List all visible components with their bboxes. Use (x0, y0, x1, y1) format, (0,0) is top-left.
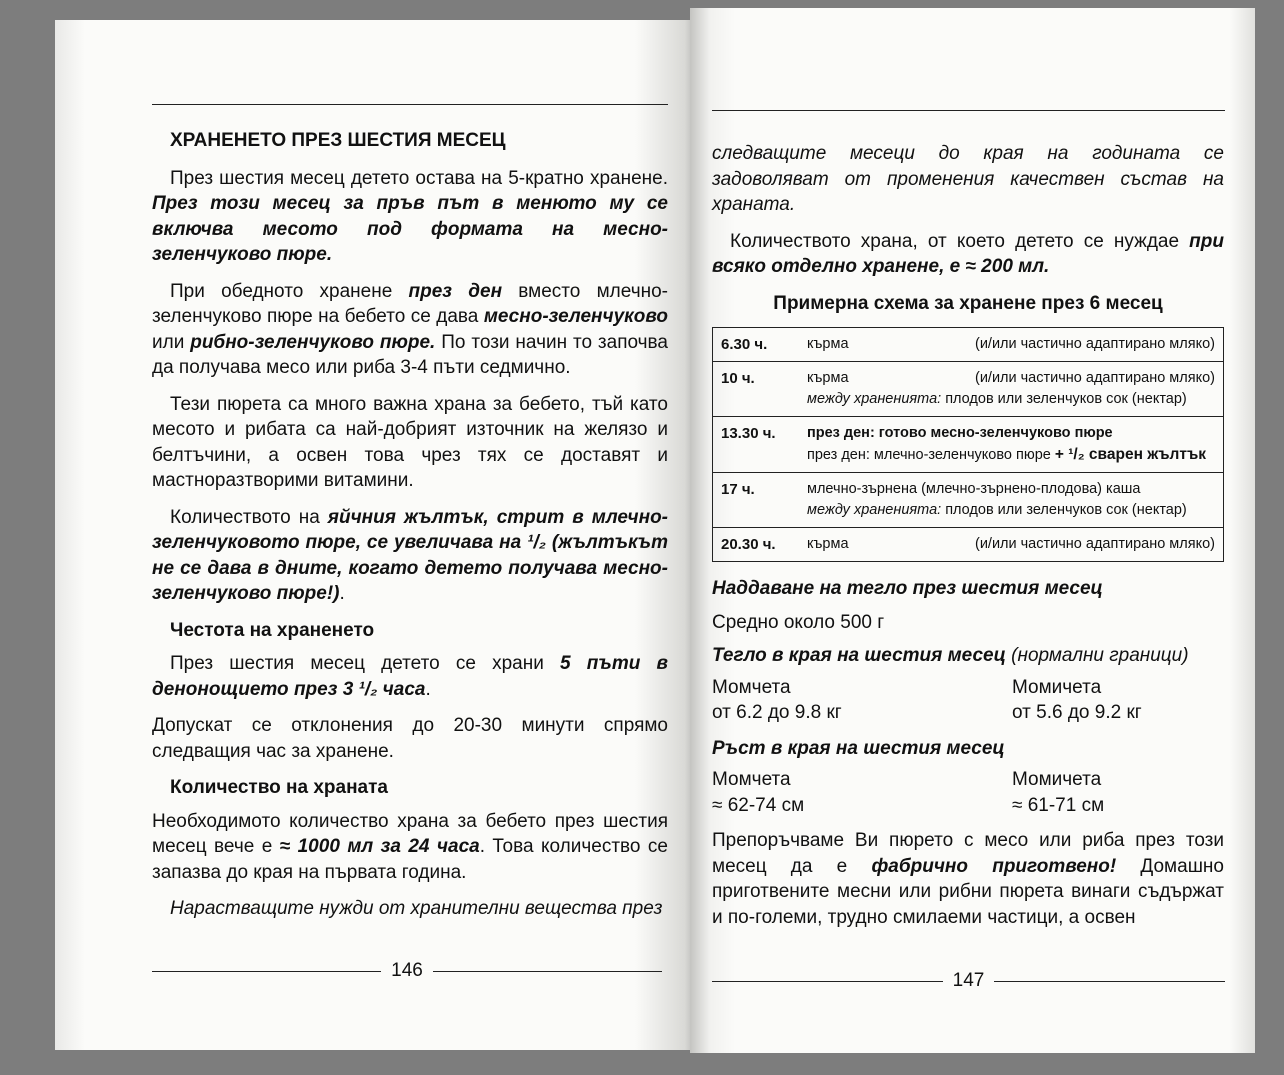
girls-height: ≈ 61-71 см (1012, 794, 1105, 816)
text-run: яйчния жълтък, стрит в млечно-зеленчуковото пюре, се увеличава на ¹/₂ (жълтъкът не се дава в дните, когато детето получава месно-зеленчуково пюре!) (152, 506, 669, 604)
schedule-text: плодов или зеленчуков сок (нектар) (941, 391, 1187, 407)
text-run: Допускат се отклонения до 20-30 минути спрямо следващия час за хранене. (152, 715, 668, 762)
paragraph (152, 809, 668, 886)
schedule-text: между храненията: (807, 391, 942, 407)
schedule-description (799, 328, 1224, 362)
text-run: рибно-зеленчуково пюре. (190, 331, 436, 353)
schedule-row (713, 528, 1224, 562)
schedule-text: през ден: готово месно-зеленчуково пюре (807, 425, 1113, 441)
schedule-text: през ден: млечно-зеленчуково пюре (807, 447, 1055, 463)
right-page-text (712, 141, 1224, 941)
section-title: ХРАНЕНЕТО ПРЕЗ ШЕСТИЯ МЕСЕЦ (170, 130, 506, 151)
page-footer-left (152, 960, 662, 982)
schedule-text: кърма (807, 370, 849, 386)
schedule-description (799, 473, 1224, 528)
schedule-text: (и/или частично адаптирано мляко) (974, 370, 1215, 386)
text-run: . (425, 678, 431, 700)
page-number: 146 (391, 960, 423, 981)
girls-label: Момичета (1012, 676, 1102, 698)
page-number: 147 (952, 970, 985, 991)
height-heading: Ръст в края на шестия месец (712, 737, 1005, 759)
header-rule-left (152, 104, 668, 105)
text-run: вместо млечно-зеленчуково пюре на бебето се дава (152, 280, 668, 327)
subheading (152, 618, 668, 644)
text-run: Тези пюрета са много важна храна за бебето, тъй като месото и рибата са най-добрият източник на желязо и белтъчини, а освен това чрез тях се доставят и мастноразтворими витамини. (152, 393, 668, 491)
right-outro (712, 828, 1224, 930)
paragraph (152, 279, 668, 381)
boys-height: ≈ 62-74 см (712, 794, 805, 816)
weight-gain-value: Средно около 500 г (712, 611, 885, 633)
left-page-text (152, 128, 668, 933)
paragraph (152, 166, 668, 268)
feeding-schedule-table (712, 327, 1224, 562)
boys-label: Момчета (712, 769, 791, 790)
page-footer-right (712, 970, 1225, 992)
right-intro (712, 141, 1224, 280)
paragraph (152, 713, 668, 764)
schedule-text: (и/или частично адаптирано мляко) (974, 336, 1215, 352)
text-run: През шестия месец детето остава на 5-кратно хранене. (170, 167, 668, 189)
schedule-description (799, 528, 1224, 562)
text-run: Количеството на (170, 506, 328, 528)
schedule-text: между храненията: (807, 502, 942, 518)
table-title: Примерна схема за хранене през 6 месец (773, 292, 1163, 314)
schedule-line (807, 389, 1215, 410)
weight-gain-heading: Наддаване на тегло през шестия месец (712, 578, 1103, 599)
paragraph (152, 392, 668, 494)
text-run: Нарастващите нужди от хранителни вещества през (170, 898, 663, 919)
text-run: или (152, 331, 191, 353)
text-run: следващите месеци до края на годината се задоволяват от променения качествен състав на храната. (712, 143, 1224, 215)
weight-ranges (712, 675, 1224, 726)
text-run: . Това количество се запазва до края на първата година. (152, 836, 668, 883)
height-ranges (712, 767, 1224, 818)
girls-label: Момичета (1012, 769, 1102, 790)
text-run: При обедното хранене (170, 280, 409, 302)
paragraph (152, 896, 668, 922)
schedule-line (807, 368, 1215, 389)
schedule-text: (и/или частично адаптирано мляко) (974, 536, 1215, 552)
text-run: ≈ 1000 мл за 24 часа (279, 836, 480, 857)
subheading (152, 775, 668, 801)
text-run: фабрично приготвено! (871, 855, 1117, 877)
paragraph (712, 141, 1224, 218)
text-run: при всяко отделно хранене, е ≈ 200 мл. (712, 230, 1224, 277)
text-run: . (339, 583, 345, 604)
schedule-line (807, 534, 1215, 555)
schedule-text: плодов или зеленчуков сок (нектар) (941, 502, 1187, 518)
schedule-row (713, 362, 1224, 417)
boys-label: Момчета (712, 676, 791, 698)
schedule-line (807, 444, 1215, 466)
text-run: 5 пъти в денонощието през 3 ¹/₂ часа (152, 653, 668, 700)
text-run: По този начин то започва да получава месо или риба 3-4 пъти седмично. (152, 331, 668, 378)
weight-heading: Тегло в края на шестия месец (нормални граници) (712, 645, 1189, 666)
schedule-line (807, 423, 1215, 444)
text-run: През шестия месец детето се храни (170, 653, 561, 674)
schedule-time: 20.30 ч. (713, 528, 800, 562)
text-run: Честота на храненето (170, 619, 375, 641)
paragraph (712, 828, 1224, 930)
schedule-time: 17 ч. (713, 473, 800, 528)
paragraph (152, 651, 668, 702)
text-run: Количество на храната (170, 777, 388, 798)
schedule-text: + ¹/₂ сварен жълтък (1054, 446, 1207, 463)
schedule-row (713, 328, 1224, 362)
schedule-text: кърма (807, 536, 849, 552)
text-run: През този месец за пръв път в менюто му се включва месото под формата на месно-зеленчуково пюре. (152, 193, 668, 265)
schedule-time: 6.30 ч. (713, 328, 800, 362)
text-run: месно-зеленчуково (483, 306, 668, 327)
text-run: Препоръчваме Ви пюрето с месо или риба през този месец да е (712, 830, 1224, 877)
schedule-description (799, 417, 1224, 473)
header-rule-right (712, 110, 1225, 111)
schedule-time: 10 ч. (713, 362, 800, 417)
schedule-text: млечно-зърнена (млечно-зърнено-плодова) каша (807, 481, 1141, 497)
text-run: през ден (408, 280, 503, 302)
schedule-line (807, 500, 1215, 521)
schedule-line (807, 334, 1215, 355)
text-run: Количеството храна, от което детето се нуждае (730, 230, 1190, 252)
schedule-time: 13.30 ч. (713, 417, 800, 473)
schedule-row (713, 417, 1224, 473)
paragraph (152, 505, 668, 607)
girls-weight: от 5.6 до 9.2 кг (1012, 702, 1142, 723)
boys-weight: от 6.2 до 9.8 кг (712, 702, 842, 723)
schedule-text: кърма (807, 336, 849, 352)
schedule-line (807, 479, 1215, 500)
left-body (152, 166, 668, 922)
paragraph (712, 229, 1224, 280)
text-run: Необходимото количество храна за бебето през шестия месец вече е (152, 810, 668, 857)
schedule-row (713, 473, 1224, 528)
text-run: Домашно приготвените месни или рибни пюрета винаги съдържат и по-големи, трудно смилаеми частици, а освен (712, 855, 1224, 928)
schedule-description (799, 362, 1224, 417)
